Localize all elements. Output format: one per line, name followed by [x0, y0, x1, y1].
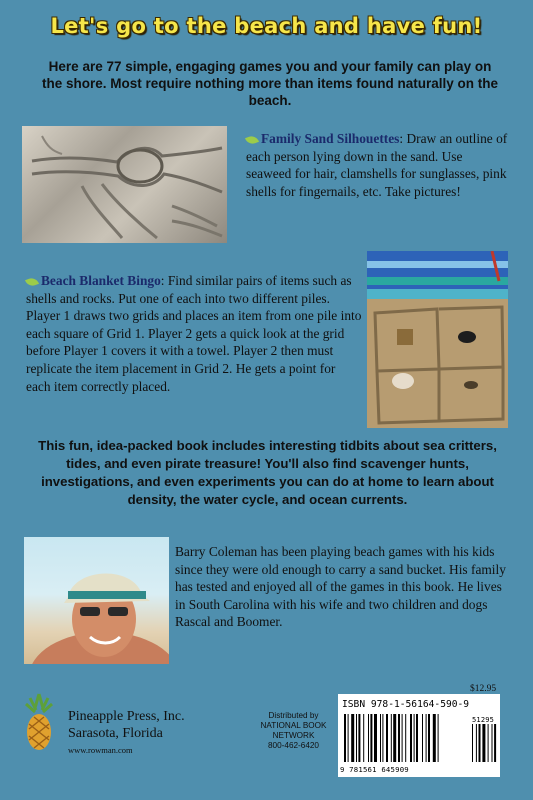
- sand-silhouette-photo: [22, 126, 227, 243]
- publisher-name: Pineapple Press, Inc.: [68, 709, 185, 724]
- addon-digits: 51295: [472, 716, 495, 724]
- intro-text: Here are 77 simple, engaging games you and your family can play on the shore. Most require nothing more than items found naturally on the beach.: [41, 59, 499, 108]
- bingo-grid-graphic: [367, 251, 508, 428]
- author-photo: [24, 537, 169, 664]
- pineapple-logo: [22, 692, 56, 757]
- sand-drawing-graphic: [22, 126, 227, 243]
- game-description: : Draw an outline of each person lying down in the sand. Use seaweed for hair, clamshells for sunglasses, pink shells for fingernails, etc. Take pictures!: [246, 131, 508, 199]
- author-bio: Barry Coleman has been playing beach games with his kids since they were old enough to carry a sand bucket. His family has tested and enjoyed all of the games in this book. He lives in South Carolina with his wife and two children and dogs Rascal and Boomer.: [175, 544, 506, 630]
- publisher-block: [68, 708, 185, 742]
- distributor-phone: 800-462-6420: [268, 741, 319, 750]
- game-description: : Find similar pairs of items such as shells and rocks. Put one of each into two different piles. Player 1 draws two grids and places an item from one pile into each square of Grid 1. Player 2 gets a quick look at the grid before Player 1 covers it with a towel. Player 2 then must replicate the item placement in Grid 2. He gets a point for each item correctly placed.: [26, 273, 362, 394]
- game-title: Family Sand Silhouettes: [261, 131, 400, 146]
- publisher-url: www.rowman.com: [68, 745, 133, 755]
- leaf-icon: [245, 134, 259, 146]
- distributor-name-2: NETWORK: [272, 731, 315, 740]
- isbn-label: ISBN 978-1-56164-590-9: [342, 699, 470, 710]
- distributor-block: [256, 711, 331, 751]
- leaf-icon: [25, 276, 39, 288]
- game-title: Beach Blanket Bingo: [41, 273, 161, 288]
- game-beach-blanket-bingo: [26, 272, 362, 395]
- price: $12.95: [470, 684, 497, 694]
- pineapple-icon: [22, 692, 56, 752]
- game-sand-silhouettes: [246, 130, 508, 200]
- barcode-digits: 9 781561 645909: [340, 765, 409, 774]
- features-text: This fun, idea-packed book includes interesting tidbits about sea critters, tides, and even pirate treasure! You'll also find scavenger hunts, investigations, and even experiments you can do at home to learn about density, the water cycle, and ocean currents.: [38, 438, 497, 507]
- author-portrait-graphic: [24, 537, 169, 664]
- distributor-name-1: NATIONAL BOOK: [260, 721, 327, 730]
- headline: Let's go to the beach and have fun!: [50, 14, 483, 38]
- publisher-location: Sarasota, Florida: [68, 726, 163, 741]
- distributor-label: Distributed by: [268, 711, 319, 720]
- bingo-grid-photo: [367, 251, 508, 428]
